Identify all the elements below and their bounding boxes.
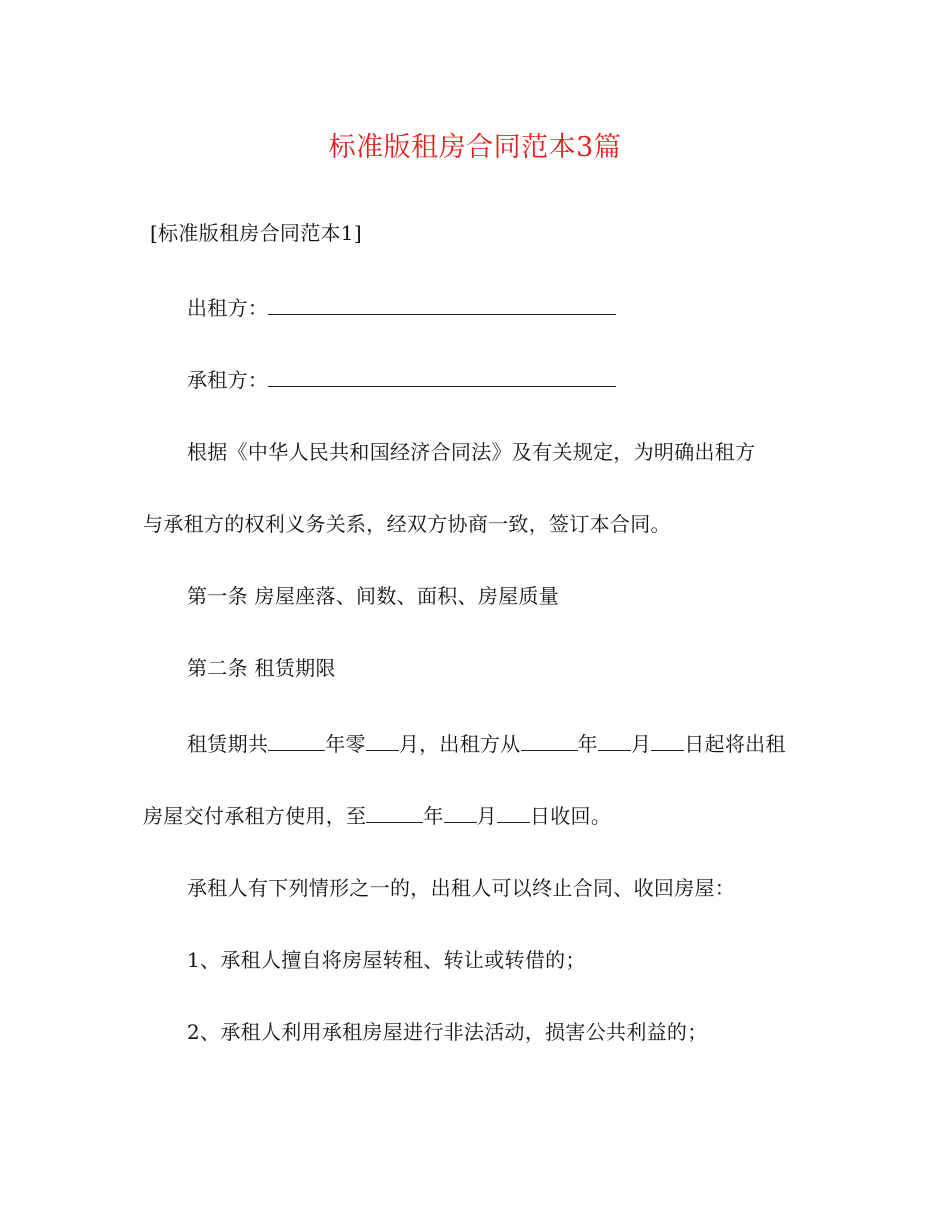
end-year-blank <box>366 804 423 823</box>
intro-line-1: 根据《中华人民共和国经济合同法》及有关规定，为明确出租方 <box>187 440 756 464</box>
term-text: 房屋交付承租方使用，至 <box>143 804 367 828</box>
term-text: 年 <box>577 732 598 756</box>
term-text: 日起将出租 <box>684 732 786 756</box>
termination-item-1: 1、承租人擅自将房屋转租、转让或转借的； <box>187 948 586 972</box>
term-text: 年 <box>423 804 444 828</box>
termination-item-2: 2、承租人利用承租房屋进行非法活动，损害公共利益的； <box>187 1020 708 1044</box>
term-text: 年零 <box>325 732 366 756</box>
term-years-blank <box>268 732 325 751</box>
start-month-blank <box>598 732 631 751</box>
lessor-line <box>187 293 616 323</box>
lessor-label: 出租方： <box>187 296 269 320</box>
term-text: 月，出租方从 <box>398 732 521 756</box>
lessee-line <box>187 365 616 395</box>
end-day-blank <box>497 804 530 823</box>
term-text: 月 <box>476 804 497 828</box>
term-text: 月 <box>630 732 652 756</box>
term-line-1 <box>187 729 786 759</box>
term-line-2 <box>143 801 611 831</box>
article-1-heading: 第一条 房屋座落、间数、面积、房屋质量 <box>187 584 560 608</box>
section-label: [标准版租房合同范本1] <box>150 221 362 245</box>
lessee-label: 承租方： <box>187 368 269 392</box>
start-year-blank <box>521 732 578 751</box>
lessor-blank <box>268 296 616 315</box>
lessee-blank <box>268 368 616 387</box>
term-text: 日收回。 <box>529 804 612 828</box>
article-2-heading: 第二条 租赁期限 <box>187 656 336 680</box>
term-months-blank <box>366 732 399 751</box>
start-day-blank <box>651 732 684 751</box>
intro-line-2: 与承租方的权利义务关系，经双方协商一致，签订本合同。 <box>143 512 671 536</box>
document-title: 标准版租房合同范本3篇 <box>328 132 622 163</box>
end-month-blank <box>444 804 477 823</box>
term-text: 租赁期共 <box>187 732 269 756</box>
termination-intro: 承租人有下列情形之一的，出租人可以终止合同、收回房屋： <box>187 876 736 900</box>
